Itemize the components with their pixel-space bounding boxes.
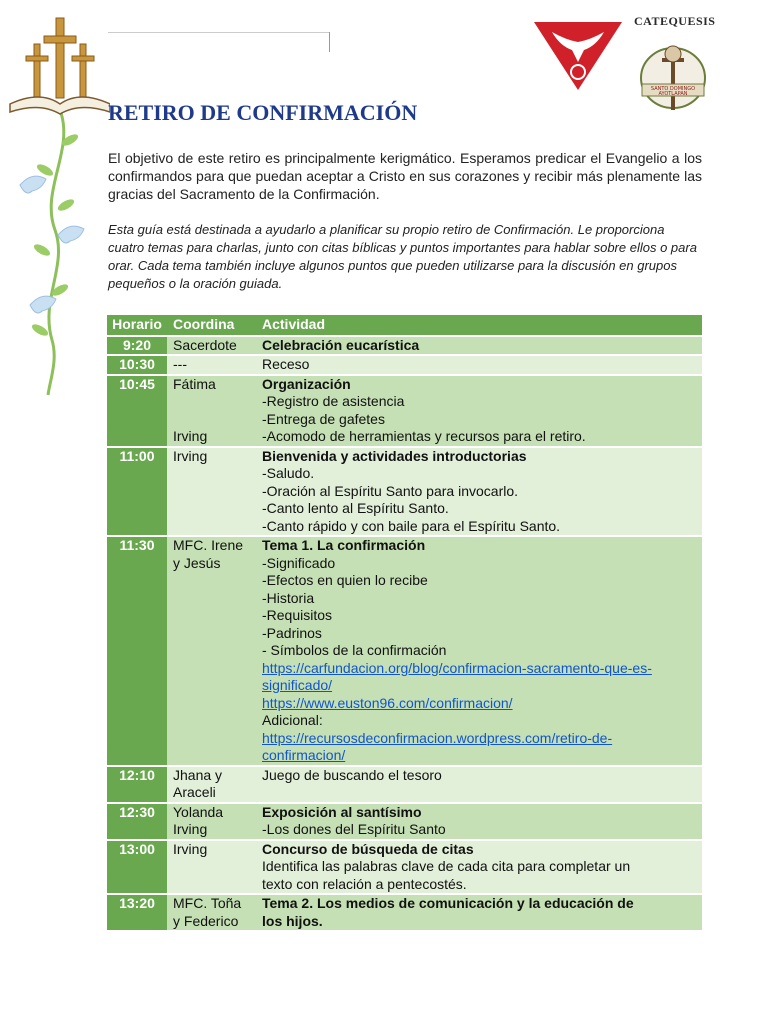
- link-carfundacion[interactable]: https://carfundacion.org/blog/confirmacion-sacramento-que-es-: [262, 659, 652, 676]
- row-coordinator: ---: [167, 355, 256, 375]
- table-row: [107, 803, 702, 840]
- row-coordinator: MFC. Toña y Federico: [167, 894, 256, 931]
- link-carfundacion-cont[interactable]: significado/: [262, 677, 333, 693]
- holy-spirit-dove-logo: [534, 20, 622, 92]
- row-time: 13:00: [107, 840, 167, 895]
- row-coordinator: Irving: [167, 447, 256, 537]
- schedule-table: [107, 315, 702, 932]
- link-recursosdeconfirmacion[interactable]: https://recursosdeconfirmacion.wordpress.com/retiro-de-: [262, 729, 613, 746]
- row-activity: Bienvenida y actividades introductorias -Saludo. -Oración al Espíritu Santo para invocarlo. -Canto lento al Espíritu Santo. -Canto rápido y con baile para el Espíritu Santo.: [256, 447, 702, 537]
- table-row: [107, 375, 702, 447]
- table-row: [107, 840, 702, 895]
- header-actividad: Actividad: [256, 315, 702, 336]
- row-coordinator: Jhana y Araceli: [167, 766, 256, 803]
- row-time: 9:20: [107, 336, 167, 356]
- table-row: [107, 536, 702, 766]
- table-row: [107, 336, 702, 356]
- row-coordinator: Irving: [167, 840, 256, 895]
- row-coordinator: MFC. Irene y Jesús: [167, 536, 256, 766]
- link-recursosdeconfirmacion-cont[interactable]: confirmacion/: [262, 747, 346, 763]
- crosses-vine-illustration: [0, 0, 110, 400]
- row-time: 12:30: [107, 803, 167, 840]
- row-activity: Concurso de búsqueda de citas Identifica las palabras clave de cada cita para completar un texto con relación a pentecostés.: [256, 840, 702, 895]
- table-row: [107, 894, 702, 931]
- row-coordinator: Sacerdote: [167, 336, 256, 356]
- header-rule: [108, 32, 330, 33]
- intro-paragraph: El objetivo de este retiro es principalmente kerigmático. Esperamos predicar el Evangelio a los confirmandos para que puedan aceptar a Cristo en sus corazones y recibir más plenamente las gracias del Sacramento de la Confirmación.: [108, 150, 702, 202]
- page-title: RETIRO DE CONFIRMACIÓN: [108, 100, 418, 125]
- catequesis-label: CATEQUESIS: [634, 14, 716, 28]
- row-activity: Celebración eucarística: [256, 336, 702, 356]
- row-time: 12:10: [107, 766, 167, 803]
- header-coordina: Coordina: [167, 315, 256, 336]
- row-activity: Exposición al santísimo -Los dones del Espíritu Santo: [256, 803, 702, 840]
- header-rule-tick: [329, 32, 330, 52]
- row-activity: Receso: [256, 355, 702, 375]
- row-time: 10:45: [107, 375, 167, 447]
- row-time: 11:30: [107, 536, 167, 766]
- row-coordinator: Fátima Irving: [167, 375, 256, 447]
- seal-text-line1: SANTO DOMINGO: [650, 86, 696, 92]
- row-activity: Organización -Registro de asistencia -Entrega de gafetes -Acomodo de herramientas y recursos para el retiro.: [256, 375, 702, 447]
- guide-paragraph: Esta guía está destinada a ayudarlo a planificar su propio retiro de Confirmación. Le proporciona cuatro temas para charlas, junto con citas bíblicas y puntos importantes para hablar sobre ellos o para orar. Cada tema también incluye algunos puntos que pueden utilizarse para la discusión en grupos pequeños o la oración guiada.: [108, 222, 697, 291]
- table-row: [107, 447, 702, 537]
- row-activity: Juego de buscando el tesoro: [256, 766, 702, 803]
- row-time: 11:00: [107, 447, 167, 537]
- row-activity: Tema 2. Los medios de comunicación y la educación de los hijos.: [256, 894, 702, 931]
- table-row: [107, 766, 702, 803]
- header-horario: Horario: [107, 315, 167, 336]
- row-coordinator: Yolanda Irving: [167, 803, 256, 840]
- link-euston96[interactable]: https://www.euston96.com/confirmacion/: [262, 694, 513, 711]
- table-row: [107, 355, 702, 375]
- catequesis-seal-logo: [628, 14, 718, 114]
- row-activity: Tema 1. La confirmación -Significado -Efectos en quien lo recibe -Historia -Requisitos -Padrinos - Símbolos de la confirmación https://carfundacion.org/blog/confirmacion-sacramento-que-es- significado/ https://www.euston96.com/confirmacion/ Adicional: https://recursosdeconfirmacion.wordpress.com/retiro-de- confirmacion/: [256, 536, 702, 766]
- row-time: 13:20: [107, 894, 167, 931]
- seal-text-line2: AYOTLAPAN: [658, 91, 688, 97]
- row-time: 10:30: [107, 355, 167, 375]
- table-header-row: [107, 315, 702, 336]
